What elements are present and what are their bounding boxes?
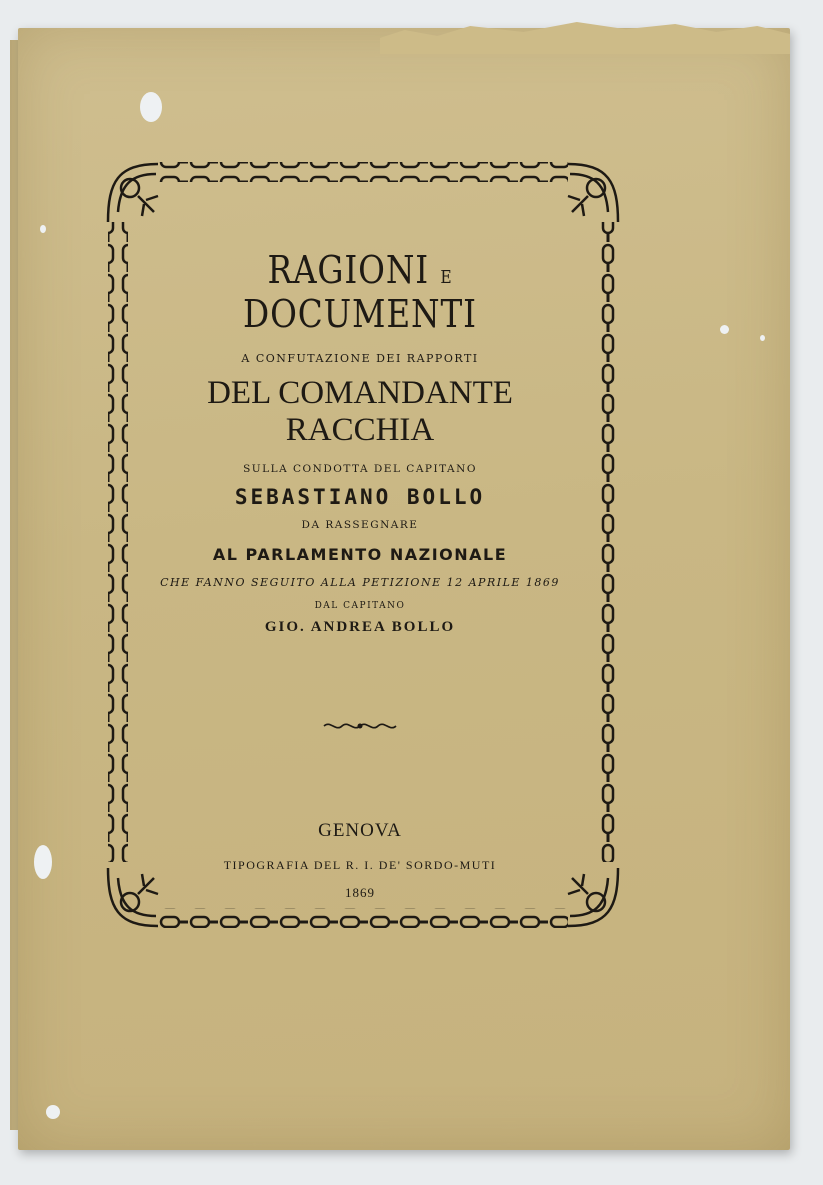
subtitle-petizione: CHE FANNO SEGUITO ALLA PETIZIONE 12 APRILE 1869 — [160, 576, 560, 589]
chain-bottom — [158, 908, 568, 928]
imprint-year: 1869 — [345, 885, 375, 900]
imprint-city: GENOVA — [318, 820, 402, 841]
title-page-text — [140, 240, 580, 901]
corner-ornament-top-left — [108, 164, 158, 222]
paper-hole — [34, 845, 52, 879]
paper-hole — [140, 92, 162, 122]
author-name: GIO. ANDREA BOLLO — [264, 619, 456, 635]
paper-hole — [720, 325, 729, 334]
paper-hole — [46, 1105, 60, 1119]
chain-right — [598, 222, 618, 862]
subtitle-dal-capitano: DAL CAPITANO — [314, 601, 406, 611]
corner-ornament-top-right — [568, 164, 618, 222]
title-word-ragioni: RAGIONI — [267, 248, 430, 292]
scroll-ornament-icon — [320, 720, 400, 732]
subtitle-rassegnare: DA RASSEGNARE — [301, 519, 419, 531]
paper-hole — [760, 335, 765, 341]
heading-comandante: DEL COMANDANTE RACCHIA — [207, 375, 513, 448]
heading-parlamento: AL PARLAMENTO NAZIONALE — [212, 545, 508, 564]
chain-left — [108, 222, 128, 862]
heading-sebastiano: SEBASTIANO BOLLO — [234, 485, 486, 509]
chain-top — [158, 162, 568, 182]
title-word-documenti: DOCUMENTI — [243, 292, 477, 336]
title-conjunction: E — [440, 267, 453, 288]
subtitle-confutazione: A CONFUTAZIONE DEI RAPPORTI — [241, 352, 479, 365]
imprint-printer: TIPOGRAFIA DEL R. I. DE' SORDO-MUTI — [223, 858, 497, 872]
subtitle-condotta: SULLA CONDOTTA DEL CAPITANO — [243, 463, 477, 475]
paper-hole — [40, 225, 46, 233]
main-title — [171, 248, 549, 336]
